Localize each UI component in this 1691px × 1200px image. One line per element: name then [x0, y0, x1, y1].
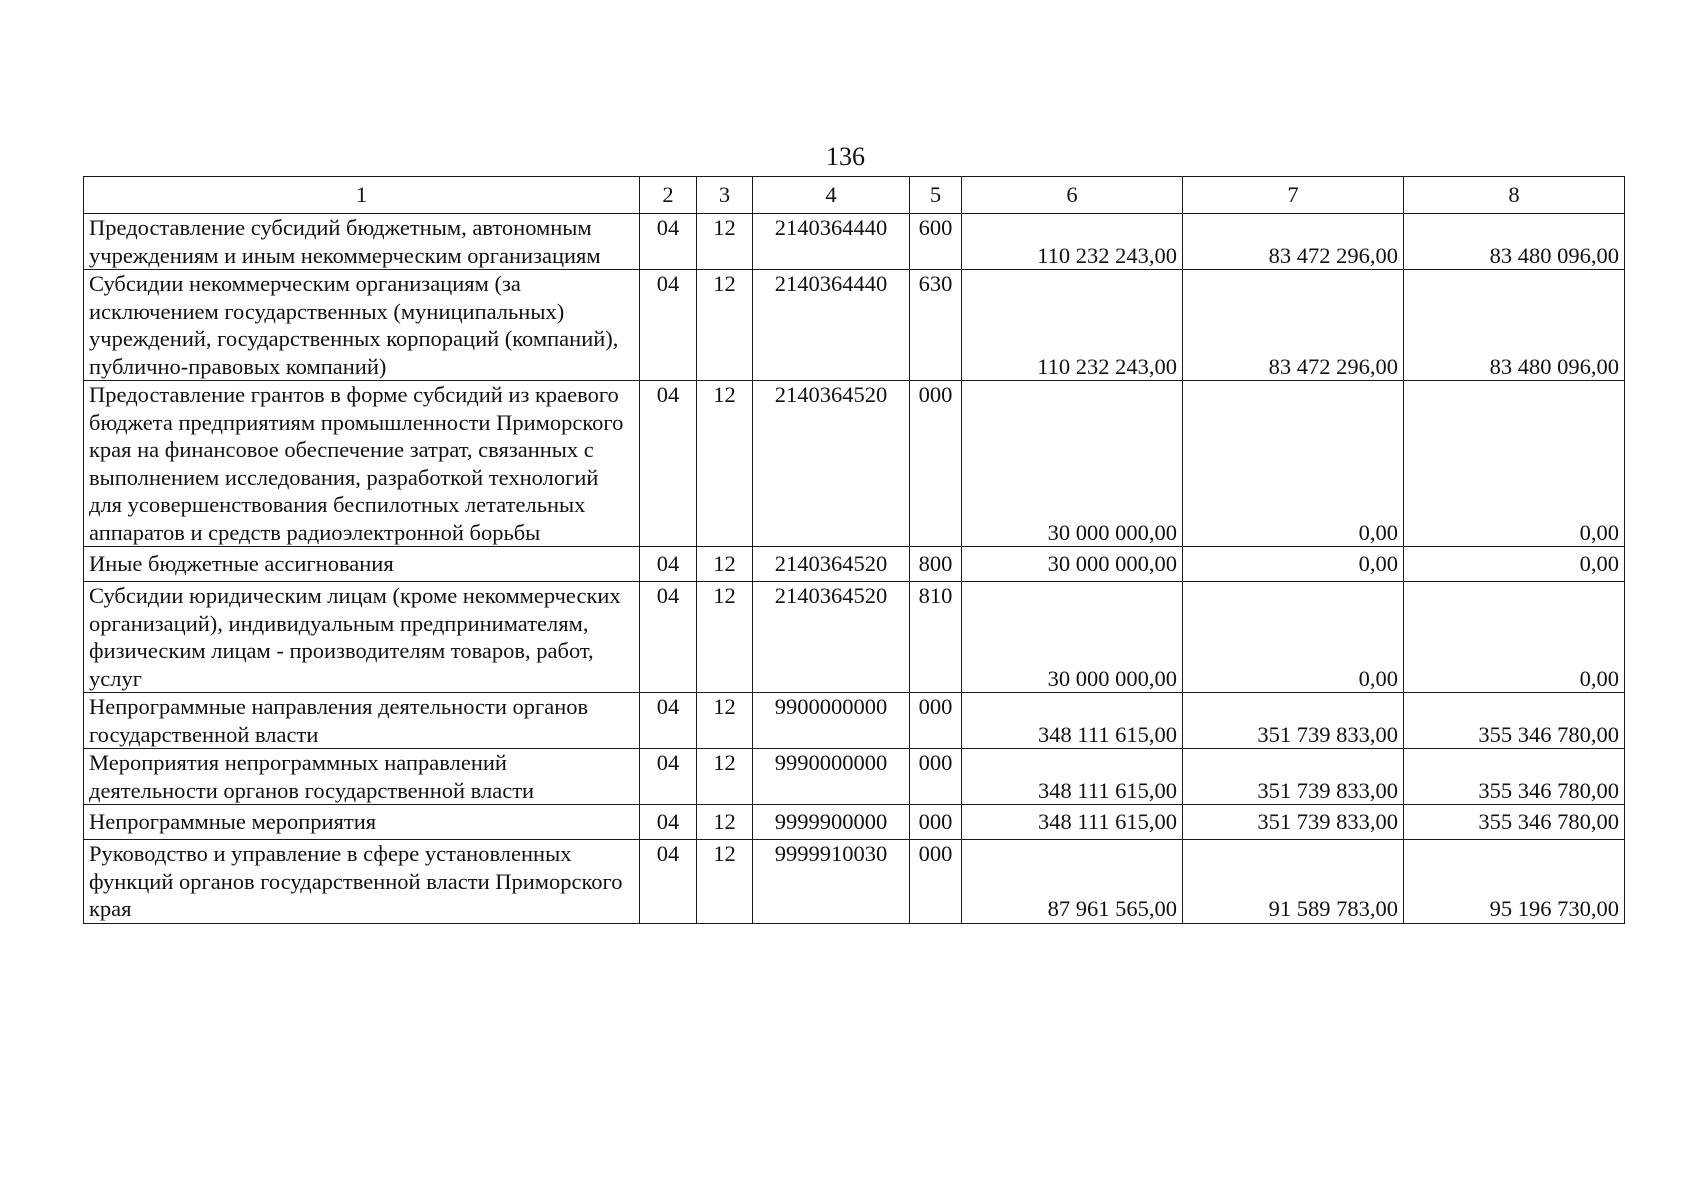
- row-target-article: 2140364440: [753, 214, 910, 270]
- row-name: Непрограммные мероприятия: [84, 805, 640, 840]
- row-name: Предоставление субсидий бюджетным, автономным учреждениям и иным некоммерческим организациям: [84, 214, 640, 270]
- row-amount-col8: 83 480 096,00: [1404, 270, 1625, 381]
- row-amount-col8: 83 480 096,00: [1404, 214, 1625, 270]
- row-target-article: 2140364440: [753, 270, 910, 381]
- row-amount-col8: 355 346 780,00: [1404, 693, 1625, 749]
- row-amount-col6: 348 111 615,00: [962, 805, 1183, 840]
- row-section: 04: [640, 270, 697, 381]
- row-amount-col8: 0,00: [1404, 582, 1625, 693]
- row-amount-col7: 0,00: [1183, 582, 1404, 693]
- table-row: [84, 805, 1625, 840]
- row-amount-col8: 355 346 780,00: [1404, 749, 1625, 805]
- row-amount-col7: 83 472 296,00: [1183, 214, 1404, 270]
- table-row: [84, 547, 1625, 582]
- table-row: [84, 749, 1625, 805]
- row-amount-col8: 95 196 730,00: [1404, 840, 1625, 924]
- row-name: Субсидии юридическим лицам (кроме некоммерческих организаций), индивидуальным предпринимателям, физическим лицам - производителям товаров, работ, услуг: [84, 582, 640, 693]
- row-name: Субсидии некоммерческим организациям (за исключением государственных (муниципальных) учреждений, государственных корпораций (компаний), публично-правовых компаний): [84, 270, 640, 381]
- row-expense-type: 810: [910, 582, 962, 693]
- row-name: Иные бюджетные ассигнования: [84, 547, 640, 582]
- row-name: Мероприятия непрограммных направлений деятельности органов государственной власти: [84, 749, 640, 805]
- page-number: 136: [826, 142, 865, 171]
- table-row: [84, 840, 1625, 924]
- row-name: Непрограммные направления деятельности органов государственной власти: [84, 693, 640, 749]
- row-subsection: 12: [697, 381, 753, 547]
- row-section: 04: [640, 214, 697, 270]
- table-header-row: [84, 177, 1625, 214]
- row-amount-col7: 351 739 833,00: [1183, 805, 1404, 840]
- column-header: 6: [962, 177, 1183, 214]
- row-section: 04: [640, 582, 697, 693]
- row-expense-type: 630: [910, 270, 962, 381]
- column-header: 2: [640, 177, 697, 214]
- row-amount-col6: 30 000 000,00: [962, 582, 1183, 693]
- table-row: [84, 214, 1625, 270]
- row-expense-type: 000: [910, 381, 962, 547]
- row-section: 04: [640, 693, 697, 749]
- column-header: 3: [697, 177, 753, 214]
- row-section: 04: [640, 547, 697, 582]
- row-amount-col6: 87 961 565,00: [962, 840, 1183, 924]
- row-amount-col7: 351 739 833,00: [1183, 749, 1404, 805]
- budget-table: [83, 176, 1625, 924]
- column-header: 1: [84, 177, 640, 214]
- row-amount-col7: 351 739 833,00: [1183, 693, 1404, 749]
- row-name: Предоставление грантов в форме субсидий из краевого бюджета предприятиям промышленности Приморского края на финансовое обеспечение затрат, связанных с выполнением исследования, разработкой технологий для усовершенствования беспилотных летательных аппаратов и средств радиоэлектронной борьбы: [84, 381, 640, 547]
- row-expense-type: 000: [910, 840, 962, 924]
- row-subsection: 12: [697, 270, 753, 381]
- row-amount-col8: 0,00: [1404, 547, 1625, 582]
- row-amount-col7: 0,00: [1183, 547, 1404, 582]
- row-target-article: 9990000000: [753, 749, 910, 805]
- row-subsection: 12: [697, 805, 753, 840]
- row-subsection: 12: [697, 693, 753, 749]
- row-amount-col6: 110 232 243,00: [962, 214, 1183, 270]
- row-amount-col7: 0,00: [1183, 381, 1404, 547]
- table-row: [84, 582, 1625, 693]
- row-amount-col8: 0,00: [1404, 381, 1625, 547]
- column-header: 7: [1183, 177, 1404, 214]
- row-amount-col7: 83 472 296,00: [1183, 270, 1404, 381]
- row-section: 04: [640, 749, 697, 805]
- row-expense-type: 000: [910, 805, 962, 840]
- row-subsection: 12: [697, 582, 753, 693]
- row-target-article: 9999910030: [753, 840, 910, 924]
- row-expense-type: 800: [910, 547, 962, 582]
- row-section: 04: [640, 805, 697, 840]
- row-expense-type: 600: [910, 214, 962, 270]
- row-subsection: 12: [697, 214, 753, 270]
- row-target-article: 2140364520: [753, 381, 910, 547]
- column-header: 4: [753, 177, 910, 214]
- row-subsection: 12: [697, 749, 753, 805]
- row-subsection: 12: [697, 547, 753, 582]
- row-amount-col6: 348 111 615,00: [962, 693, 1183, 749]
- row-expense-type: 000: [910, 693, 962, 749]
- row-target-article: 9900000000: [753, 693, 910, 749]
- row-amount-col6: 30 000 000,00: [962, 381, 1183, 547]
- row-amount-col6: 348 111 615,00: [962, 749, 1183, 805]
- row-target-article: 2140364520: [753, 582, 910, 693]
- row-amount-col6: 110 232 243,00: [962, 270, 1183, 381]
- row-target-article: 2140364520: [753, 547, 910, 582]
- column-header: 5: [910, 177, 962, 214]
- row-amount-col7: 91 589 783,00: [1183, 840, 1404, 924]
- row-subsection: 12: [697, 840, 753, 924]
- row-target-article: 9999900000: [753, 805, 910, 840]
- row-expense-type: 000: [910, 749, 962, 805]
- table-row: [84, 270, 1625, 381]
- table-row: [84, 381, 1625, 547]
- row-section: 04: [640, 381, 697, 547]
- column-header: 8: [1404, 177, 1625, 214]
- row-name: Руководство и управление в сфере установленных функций органов государственной власти Приморского края: [84, 840, 640, 924]
- row-amount-col8: 355 346 780,00: [1404, 805, 1625, 840]
- row-amount-col6: 30 000 000,00: [962, 547, 1183, 582]
- row-section: 04: [640, 840, 697, 924]
- table-row: [84, 693, 1625, 749]
